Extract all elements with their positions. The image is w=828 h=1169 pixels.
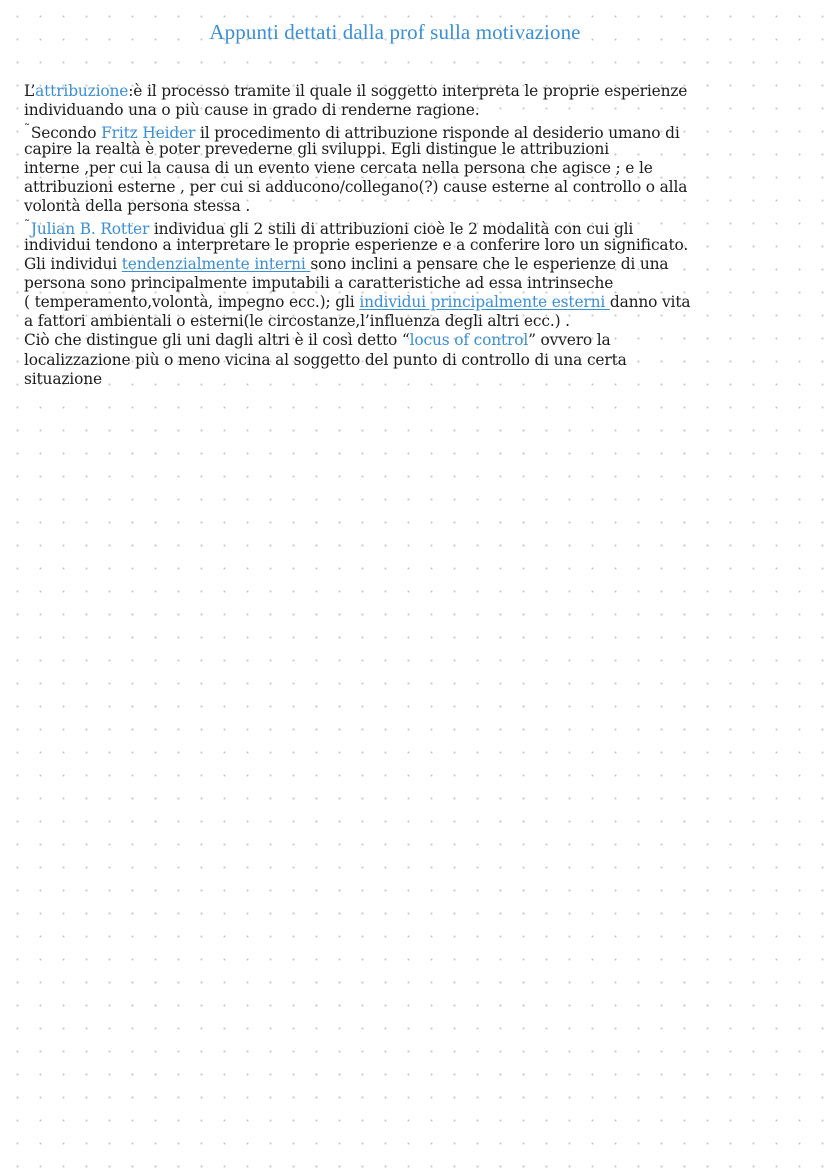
text-line: [24, 120, 814, 143]
underlined-term: individui principalmente esterni: [359, 293, 610, 312]
text-line: [24, 255, 814, 274]
text-line: [24, 274, 814, 293]
text-segment: ” ovvero la: [528, 331, 611, 350]
text-line: [24, 216, 814, 239]
text-segment: interne ,per cui la causa di un evento viene cercata nella persona che agisce ; e le: [24, 158, 653, 177]
text-line: [24, 351, 814, 370]
highlighted-term: Fritz Heider: [101, 124, 196, 143]
text-line: [24, 197, 814, 216]
highlighted-term: locus of control: [409, 331, 529, 350]
text-segment: :è il processo tramite il quale il soggetto interpreta le proprie esperienze: [128, 82, 688, 100]
text-line: [24, 82, 814, 101]
text-line: [24, 293, 814, 312]
tilde-marker: ˜: [24, 122, 30, 137]
text-segment: situazione: [24, 369, 102, 388]
text-segment: capire la realtà è poter prevederne gli sviluppi. Egli distingue le attribuzioni: [24, 139, 610, 158]
text-line: [24, 236, 814, 255]
note-body: [24, 82, 814, 389]
text-segment: individui tendono a interpretare le proprie esperienze e a conferire loro un significato.: [24, 235, 689, 254]
text-line: [24, 178, 814, 197]
text-segment: Ciò che distingue gli uni dagli altri è il così detto “: [24, 331, 410, 350]
underlined-term: tendenzialmente interni: [121, 254, 311, 273]
text-segment: localizzazione più o meno vicina al soggetto del punto di controllo di una certa: [24, 350, 627, 369]
highlighted-term: attribuzione: [35, 82, 129, 100]
text-line: [24, 312, 814, 331]
text-segment: persona sono principalmente imputabili a caratteristiche ad essa intrinseche: [24, 273, 614, 292]
text-segment: individua gli 2 stili di attribuzioni cioè le 2 modalità con cui gli: [149, 220, 634, 239]
text-segment: sono inclini a pensare che le esperienze di una: [310, 254, 669, 273]
text-segment: individuando una o più cause in grado di renderne ragione.: [24, 101, 480, 120]
text-segment: attribuzioni esterne , per cui si adducono/collegano(?) cause esterne al controllo o alla: [24, 177, 688, 196]
text-segment: il procedimento di attribuzione risponde al desiderio umano di: [195, 124, 680, 143]
text-segment: Secondo: [30, 124, 102, 143]
text-segment: volontà della persona stessa .: [24, 197, 251, 216]
text-segment: ( temperamento,volontà, impegno ecc.); gli: [24, 293, 360, 312]
tilde-marker: ˜: [24, 218, 30, 233]
text-line: [24, 101, 814, 120]
highlighted-term: Julian B. Rotter: [30, 220, 150, 239]
text-segment: L’: [24, 82, 36, 100]
note-title: Appunti dettati dalla prof sulla motivazione: [209, 20, 581, 44]
text-segment: a fattori ambientali o esterni(le circostanze,l’influenza degli altri ecc.) .: [24, 312, 570, 331]
text-line: [24, 159, 814, 178]
text-line: [24, 370, 814, 389]
text-line: [24, 331, 814, 350]
text-segment: Gli individui: [24, 254, 122, 273]
text-segment: danno vita: [609, 293, 691, 312]
text-line: [24, 140, 814, 159]
